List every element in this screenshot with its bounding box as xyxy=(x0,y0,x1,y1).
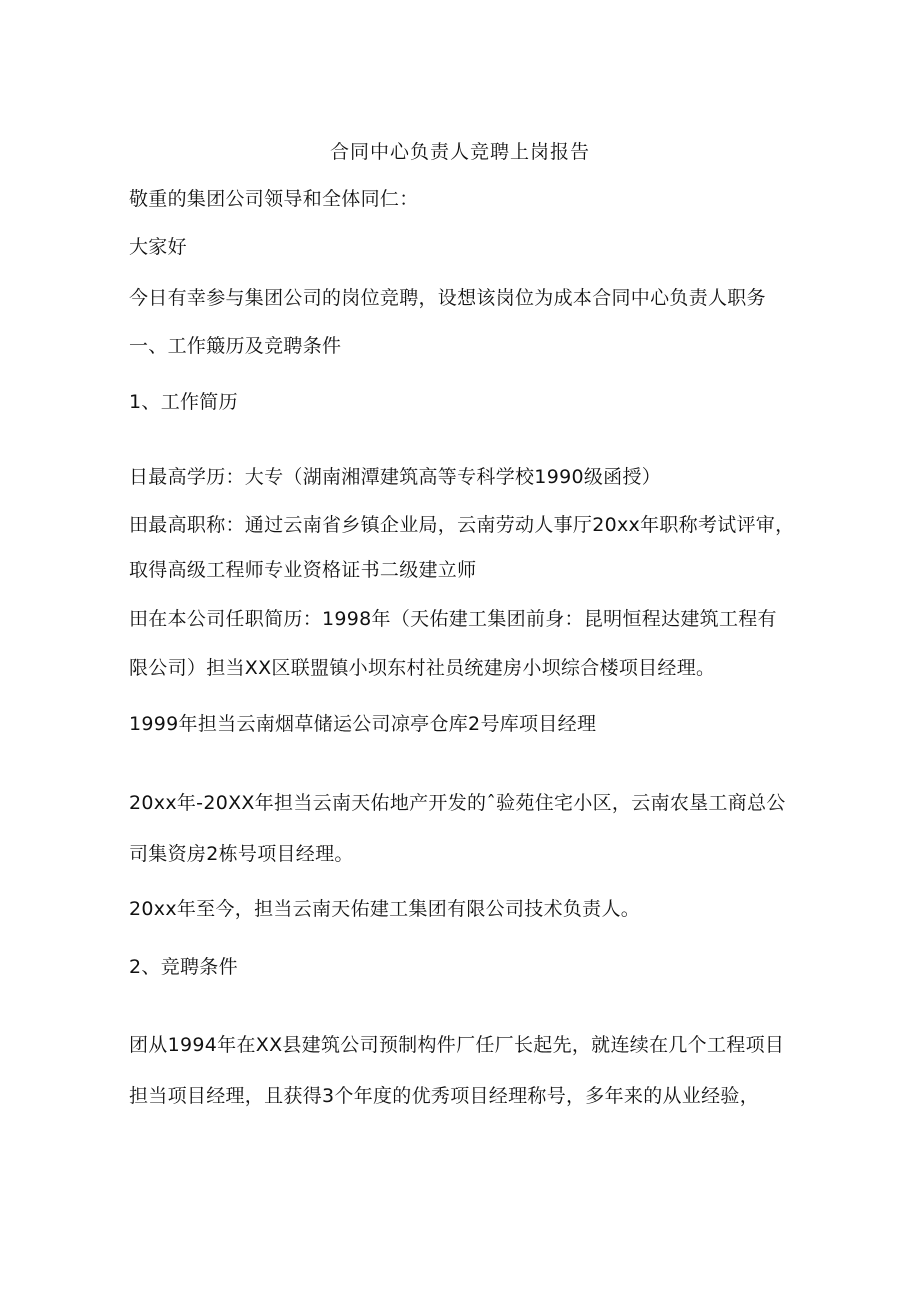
intro-paragraph: 今日有幸参与集团公司的岗位竞聘，设想该岗位为成本合同中心负责人职务 xyxy=(129,287,766,309)
greeting: 大家好 xyxy=(129,236,187,258)
education-line: 日最高学历：大专（湖南湘潭建筑高等专科学校1990级函授） xyxy=(129,466,662,488)
history-20xx-line: 20xx年-20XX年担当云南天佑地产开发的ˆ验苑住宅小区，云南农垦工商总公 xyxy=(129,792,786,814)
history-1999-line: 1999年担当云南烟草储运公司凉亭仓库2号库项目经理 xyxy=(129,713,597,735)
document-title: 合同中心负责人竞聘上岗报告 xyxy=(329,141,590,163)
title-line-continued: 取得高级工程师专业资格证书二级建立师 xyxy=(129,559,477,581)
subsection-heading-work-history: 1、工作简历 xyxy=(129,391,238,413)
qualification-paragraph-line-1: 团从1994年在XX县建筑公司预制构件厂任厂长起先，就连续在几个工程项目 xyxy=(129,1034,785,1056)
subsection-heading-qualifications: 2、竞聘条件 xyxy=(129,956,238,978)
qualification-paragraph-line-2: 担当项目经理，且获得3个年度的优秀项目经理称号，多年来的从业经验， xyxy=(129,1085,759,1107)
section-heading-1: 一、工作簸历及竞聘条件 xyxy=(129,335,342,357)
history-current-line: 20xx年至今，担当云南天佑建工集团有限公司技术负责人。 xyxy=(129,898,641,920)
employment-line: 田在本公司任职简历：1998年（天佑建工集团前身：昆明恒程达建筑工程有 xyxy=(129,608,777,630)
employment-line-continued: 限公司）担当XX区联盟镇小坝东村社员统建房小坝综合楼项目经理。 xyxy=(129,657,716,679)
salutation: 敬重的集团公司领导和全体同仁： xyxy=(129,188,419,210)
title-line: 田最高职称：通过云南省乡镇企业局，云南劳动人事厅20xx年职称考试评审， xyxy=(129,514,795,536)
history-20xx-line-continued: 司集资房2栋号项目经理。 xyxy=(129,843,354,865)
